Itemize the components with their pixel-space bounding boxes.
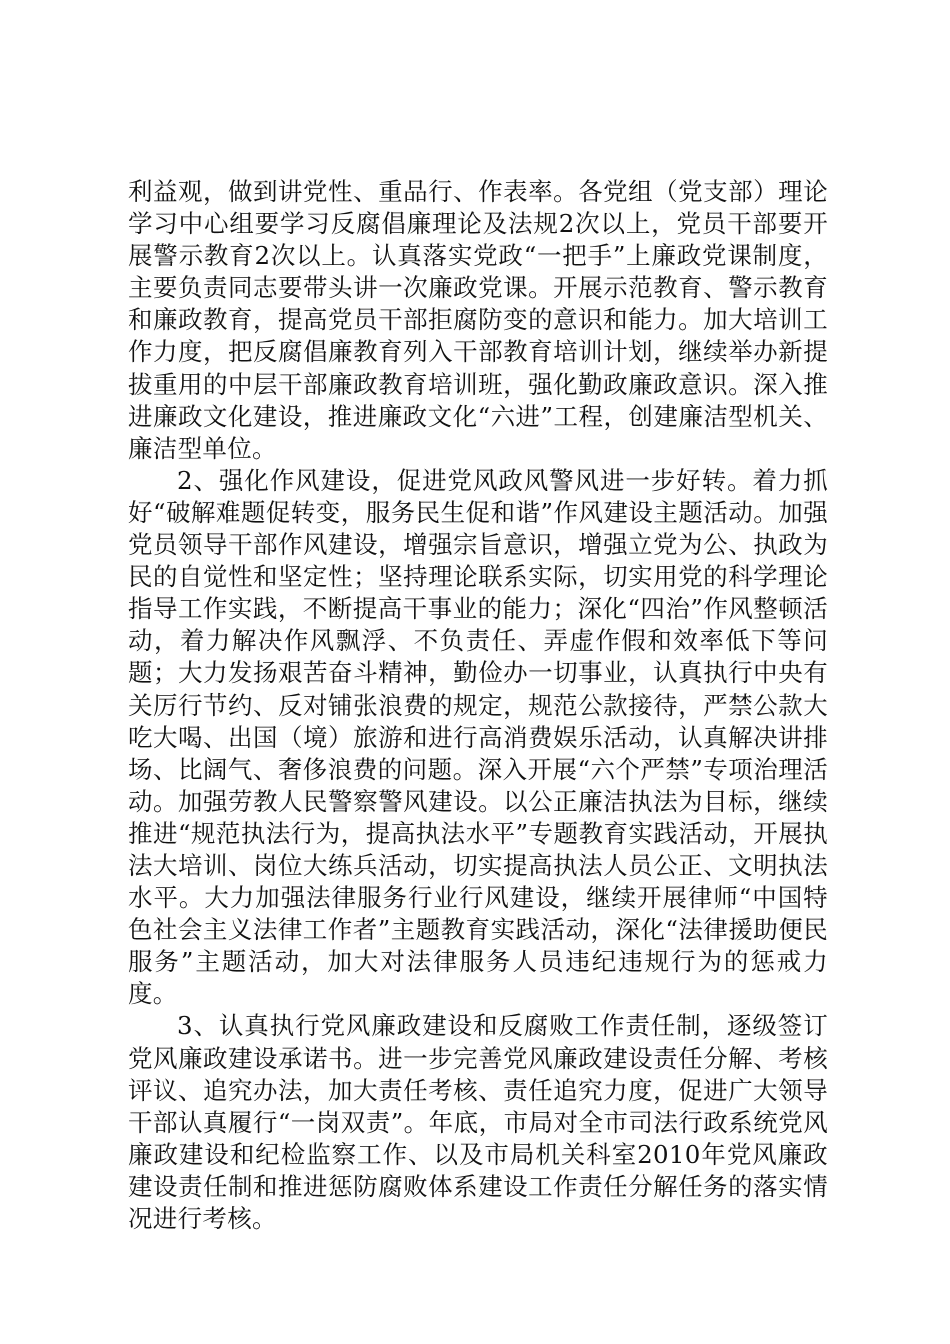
paragraph-item-2: 2、强化作风建设，促进党风政风警风进一步好转。着力抓好“破解难题促转变，服务民生促和谐”作风建设主题活动。加强党员领导干部作风建设，增强宗旨意识，增强立党为公、执政为民的自觉性和坚定性；坚持理论联系实际，切实用党的科学理论指导工作实践，不断提高干事业的能力；深化“四治”作风整顿活动，着力解决作风飘浮、不负责任、弄虚作假和效率低下等问题；大力发扬艰苦奋斗精神，勤俭办一切事业，认真执行中央有关厉行节约、反对铺张浪费的规定，规范公款接待，严禁公款大吃大喝、出国（境）旅游和进行高消费娱乐活动，认真解决讲排场、比阔气、奢侈浪费的问题。深入开展“六个严禁”专项治理活动。加强劳教人民警察警风建设。以公正廉洁执法为目标，继续推进“规范执法行为，提高执法水平”专题教育实践活动，开展执法大培训、岗位大练兵活动，切实提高执法人员公正、文明执法水平。大力加强法律服务行业行风建设，继续开展律师“中国特色社会主义法律工作者”主题教育实践活动，深化“法律援助便民服务”主题活动，加大对法律服务人员违纪违规行为的惩戒力度。: [128, 465, 828, 1009]
paragraph-item-3: 3、认真执行党风廉政建设和反腐败工作责任制，逐级签订党风廉政建设承诺书。进一步完善党风廉政建设责任分解、考核评议、追究办法，加大责任考核、责任追究力度，促进广大领导干部认真履行“一岗双责”。年底，市局对全市司法行政系统党风廉政建设和纪检监察工作、以及市局机关科室2010年党风廉政建设责任制和推进惩防腐败体系建设工作责任分解任务的落实情况进行考核。: [128, 1011, 828, 1233]
paragraph-continuation: 利益观，做到讲党性、重品行、作表率。各党组（党支部）理论学习中心组要学习反腐倡廉理论及法规2次以上，党员干部要开展警示教育2次以上。认真落实党政“一把手”上廉政党课制度，主要负责同志要带头讲一次廉政党课。开展示范教育、警示教育和廉政教育，提高党员干部拒腐防变的意识和能力。加大培训工作力度，把反腐倡廉教育列入干部教育培训计划，继续举办新提拔重用的中层干部廉政教育培训班，强化勤政廉政意识。深入推进廉政文化建设，推进廉政文化“六进”工程，创建廉洁型机关、廉洁型单位。: [128, 177, 829, 463]
document-body: [128, 176, 828, 1235]
